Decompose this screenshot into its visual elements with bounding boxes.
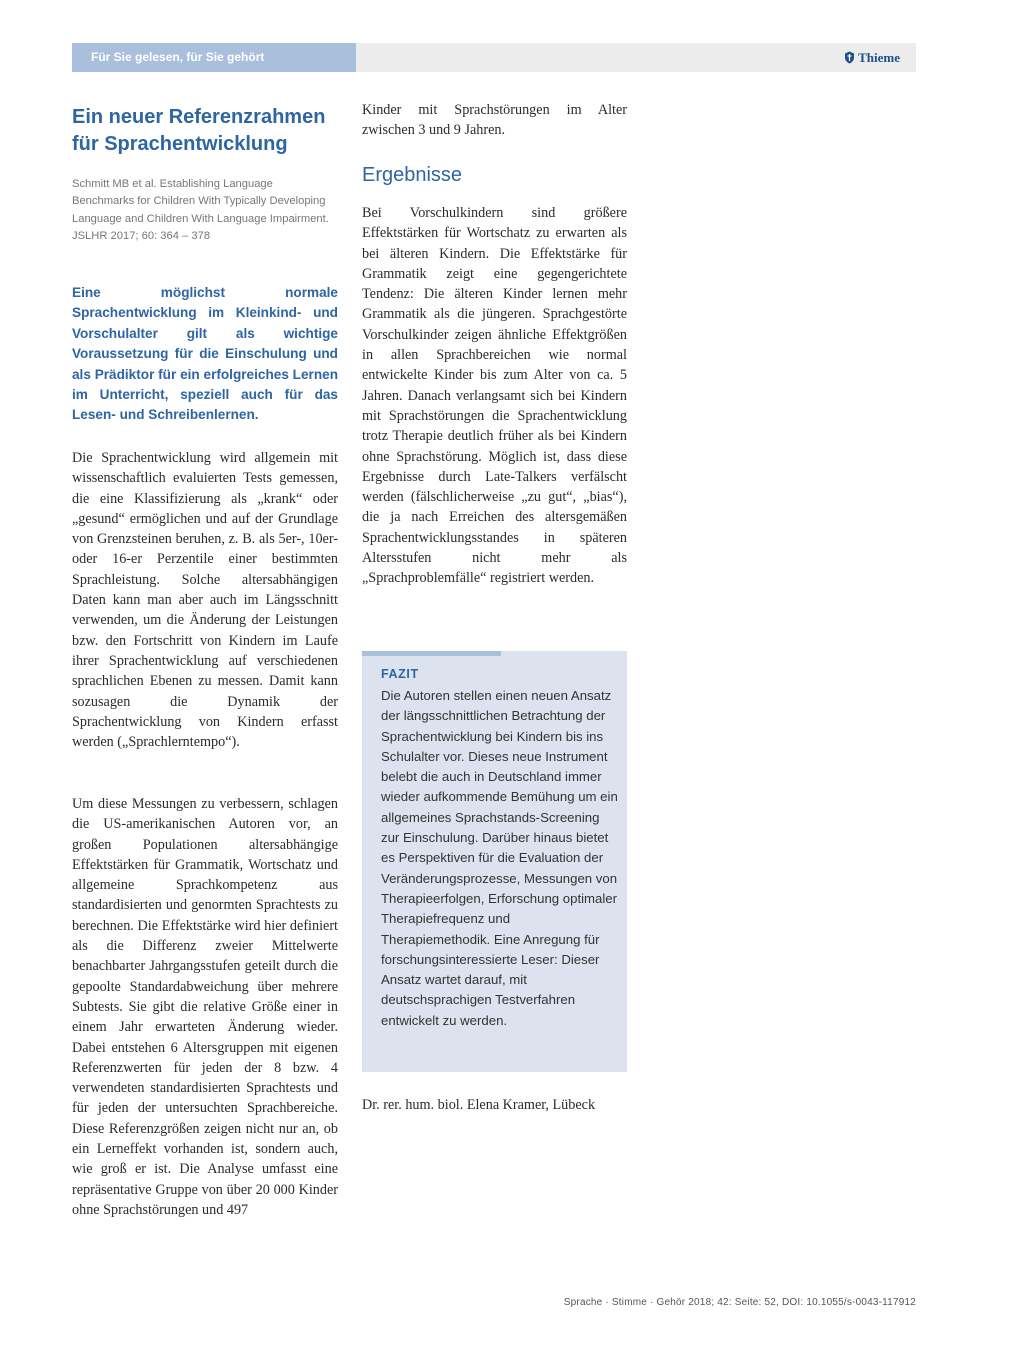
footer-citation: Sprache · Stimme · Gehör 2018; 42: Seite: 52, DOI: 10.1055/s-0043-117912 (563, 1297, 916, 1308)
article-lead: Eine möglichst normale Sprachentwicklung im Kleinkind- und Vorschulalter gilt als wichtige Voraussetzung für die Einschulung und als Prädiktor für ein erfolgreiches Lernen im Unterricht, speziell auch für das Lesen- und Schreibenlernen. (72, 285, 338, 423)
article-title: Ein neuer Referenzrahmen für Sprachentwicklung (72, 106, 326, 155)
results-paragraph: Bei Vorschulkindern sind größere Effektstärken für Wortschatz zu erwarten als bei älteren Kindern. Die Effektstärke für Grammatik zeigt eine gegengerichtete Tendenz: Die älteren Kinder lernen mehr Grammatik als die jüngeren. Sprachgestörte Vorschulkinder zeigen ähnliche Effektgrößen in allen Sprachbereichen wie normal entwickelte Kinder bis zum Alter von ca. 5 Jahren. Danach verlangsamt sich bei Kindern mit Sprachstörungen die Sprachentwicklung trotz Therapie deutlich früher als bei Kindern ohne Sprachstörung. Möglich ist, dass diese Ergebnisse durch Late-Talkers verfälscht werden (fälschlicherweise „zu gut“, „bias“), die ja nach Erreichen des altersgemäßen Sprachentwicklungsstandes in späteren Altersstufen nicht mehr als „Sprachproblemfälle“ registriert werden. (362, 205, 627, 587)
left-column (72, 104, 338, 1218)
section-label: Für Sie gelesen, für Sie gehört (72, 43, 356, 72)
body-paragraph-2-continued: Kinder mit Sprachstörungen im Alter zwischen 3 und 9 Jahren. (362, 102, 627, 139)
results-heading: Ergebnisse (362, 164, 463, 186)
thieme-logo-icon (844, 51, 855, 64)
body-paragraph-1: Die Sprachentwicklung wird allgemein mit wissenschaftlich evaluierten Tests gemessen, die eine Klassifizierung als „krank“ oder „gesund“ ermöglichen und auf der Grundlage von Grenzsteinen beruhen, z. B. als 5er-, 10er- oder 16-er Perzentile einer bestimmten Sprachleistung. Solche altersabhängigen Daten kann man aber auch im Längsschnitt verwenden, um die Änderung der Leistungen bzw. den Fortschritt von Kindern im Laufe ihrer Sprachentwicklung auf verschiedenen sprachlichen Ebenen zu messen. Damit kann sozusagen die Dynamik der Sprachentwicklung von Kindern erfasst werden („Sprachlerntempo“). (72, 450, 338, 751)
fazit-title: FAZIT (381, 667, 419, 681)
fazit-text: Die Autoren stellen einen neuen Ansatz der längsschnittlichen Betrachtung der Sprachentwicklung bei Kindern bis ins Schulalter vor. Dieses neue Instrument belebt die auch in Deutschland immer wieder aufkommende Bemühung um ein allgemeines Sprachstands-Screening zur Einschulung. Darüber hinaus bietet es Perspektiven für die Evaluation der Veränderungsprozesse, Messungen von Therapieerfolgen, Erforschung optimaler Therapiefrequenz und Therapiemethodik. Eine Anregung für forschungsinteressierte Leser: Dieser Ansatz wartet darauf, mit deutschsprachigen Testverfahren entwickelt zu werden. (381, 688, 618, 1028)
header-bar (72, 43, 916, 72)
publisher-brand[interactable] (844, 43, 900, 72)
fazit-accent-bar (362, 651, 501, 656)
body-paragraph-2: Um diese Messungen zu verbessern, schlagen die US-amerikanischen Autoren vor, an großen Populationen altersabhängige Effektstärken für Grammatik, Wortschatz und allgemeine Sprachkompetenz aus standardisierten und genormten Sprachtests zu berechnen. Die Effektstärke wird hier definiert als die Differenz zweier Mittelwerte benachbarter Jahrgangsstufen geteilt durch die gepoolte Standardabweichung über mehrere Subtests. Sie gibt die relative Größe einer in einem Jahr erwarteten Änderung wieder. Dabei entstehen 6 Altersgruppen mit eigenen Referenzwerten für jeden der 8 bzw. 4 verwendeten standardisierten Sprachtests und für jeden der untersuchten Sprachbereiche. Diese Referenzgrößen zeigen nicht nur an, ob ein Lerneffekt vorhanden ist, sondern auch, wie groß er ist. Die Analyse umfasst eine repräsentative Gruppe von über 20 000 Kinder ohne Sprachstörungen und 497 (72, 796, 338, 1218)
fazit-box (362, 651, 627, 1072)
author-line: Dr. rer. hum. biol. Elena Kramer, Lübeck (362, 1097, 596, 1113)
brand-name: Thieme (858, 50, 900, 65)
article-citation: Schmitt MB et al. Establishing Language Benchmarks for Children With Typically Developing Language and Children With Language Impairment. JSLHR 2017; 60: 364 – 378 (72, 178, 329, 243)
